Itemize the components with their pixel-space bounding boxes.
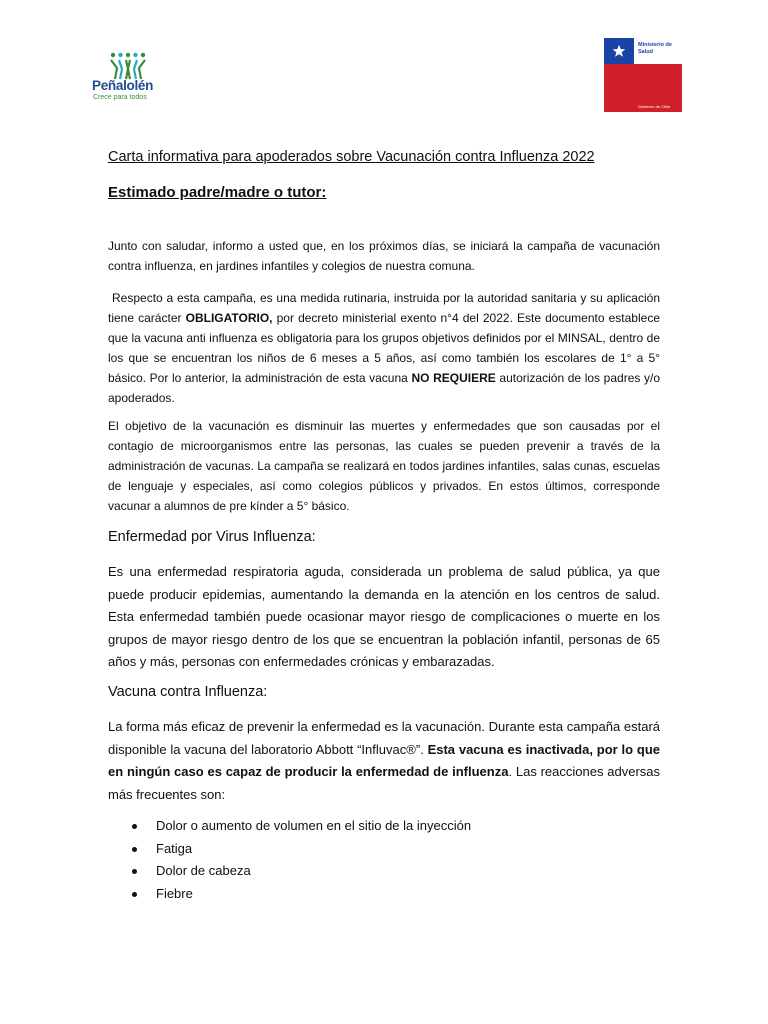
reaction-label: Dolor o aumento de volumen en el sitio de la inyección: [156, 818, 472, 833]
bullet-icon: [132, 892, 137, 897]
vaccine-heading: Vacuna contra Influenza:: [108, 684, 268, 700]
list-item: [130, 838, 580, 861]
list-item: [130, 883, 580, 906]
people-group-icon: [109, 52, 147, 80]
reaction-label: Fatiga: [156, 840, 193, 856]
letter-greeting: Estimado padre/madre o tutor:: [108, 184, 327, 201]
bullet-icon: [132, 869, 137, 874]
ministry-subtitle: Gobierno de Chile: [638, 104, 671, 109]
ministry-of-health-logo: [604, 38, 682, 112]
ministry-name: [638, 42, 682, 55]
municipality-name: Peñalolén: [92, 78, 154, 93]
intro-paragraph: Junto con saludar, informo a usted que, en los próximos días, se iniciará la campaña de vacunación contra influenza, en jardines infantiles y colegios de nuestra comuna.: [108, 239, 660, 273]
penalolen-logo: [92, 52, 172, 102]
star-icon: [612, 44, 626, 58]
reaction-label: Fiebre: [156, 885, 193, 901]
ministry-name-line: Salud: [638, 48, 653, 55]
campaign-text: autorización de los padres y/o apoderados.: [108, 371, 661, 405]
vaccine-paragraph: [108, 716, 660, 806]
bullet-icon: [132, 847, 137, 852]
letter-title: Carta informativa para apoderados sobre Vacunación contra Influenza 2022: [108, 149, 595, 165]
campaign-paragraph: [108, 288, 660, 408]
obligatorio-emphasis: OBLIGATORIO,: [185, 311, 273, 325]
vaccine-text: La forma más eficaz de prevenir la enfermedad es la vacunación. Durante esta campaña estará disponible la vacuna del laboratorio Abbott “Influvac®”.: [108, 719, 660, 757]
bullet-icon: [132, 824, 137, 829]
objective-paragraph: El objetivo de la vacunación es disminuir las muertes y enfermedades que son causadas por el contagio de microorganismos entre las personas, las cuales se pueden prevenir a través de la administración de vacunas. La campaña se realizará en todos jardines infantiles, salas cunas, escuelas de lenguaje y especiales, así como colegios públicos y privados. En estos últimos, corresponde vacunar a alumnos de pre kínder a 5° básico.: [108, 419, 660, 513]
list-item: [130, 860, 580, 883]
disease-paragraph: Es una enfermedad respiratoria aguda, considerada un problema de salud pública, ya que puede producir epidemias, aumentando la demanda en la atención en los centros de salud. Esta enfermedad también puede ocasionar mayor riesgo de complicaciones o muerte en los grupos de mayor riesgo dentro de los que se encuentran la población infantil, personas de 65 años y más, personas con enfermedades crónicas y embarazadas.: [108, 564, 660, 669]
campaign-text: Respecto a esta campaña, es una medida rutinaria, instruida por la autoridad sanitaria y su aplicación tiene carácter: [108, 291, 660, 325]
no-requiere-emphasis: NO REQUIERE: [411, 371, 496, 385]
campaign-text: por decreto ministerial exento n°4 del 2022. Este documento establece que la vacuna anti influenza es obligatoria para los grupos objetivos definidos por el MINSAL, dentro de los que se encuentran los niños de 6 meses a 5 años, así como también los escolares de 1° a 5° básico. Por lo anterior, la administración de esta vacuna: [108, 311, 660, 385]
list-item: [130, 815, 580, 838]
disease-heading: Enfermedad por Virus Influenza:: [108, 529, 316, 545]
inactivated-vaccine-emphasis: Esta vacuna es inactivada, por lo que en ningún caso es capaz de producir la enfermedad de influenza: [108, 741, 660, 779]
ministry-name-line: Ministerio de: [638, 42, 672, 48]
municipality-tagline: Crece para todos: [93, 94, 147, 101]
reaction-label: Dolor de cabeza: [156, 863, 251, 878]
vaccine-text: . Las reacciones adversas más frecuentes son:: [108, 764, 661, 802]
adverse-reactions-list: [130, 815, 580, 905]
